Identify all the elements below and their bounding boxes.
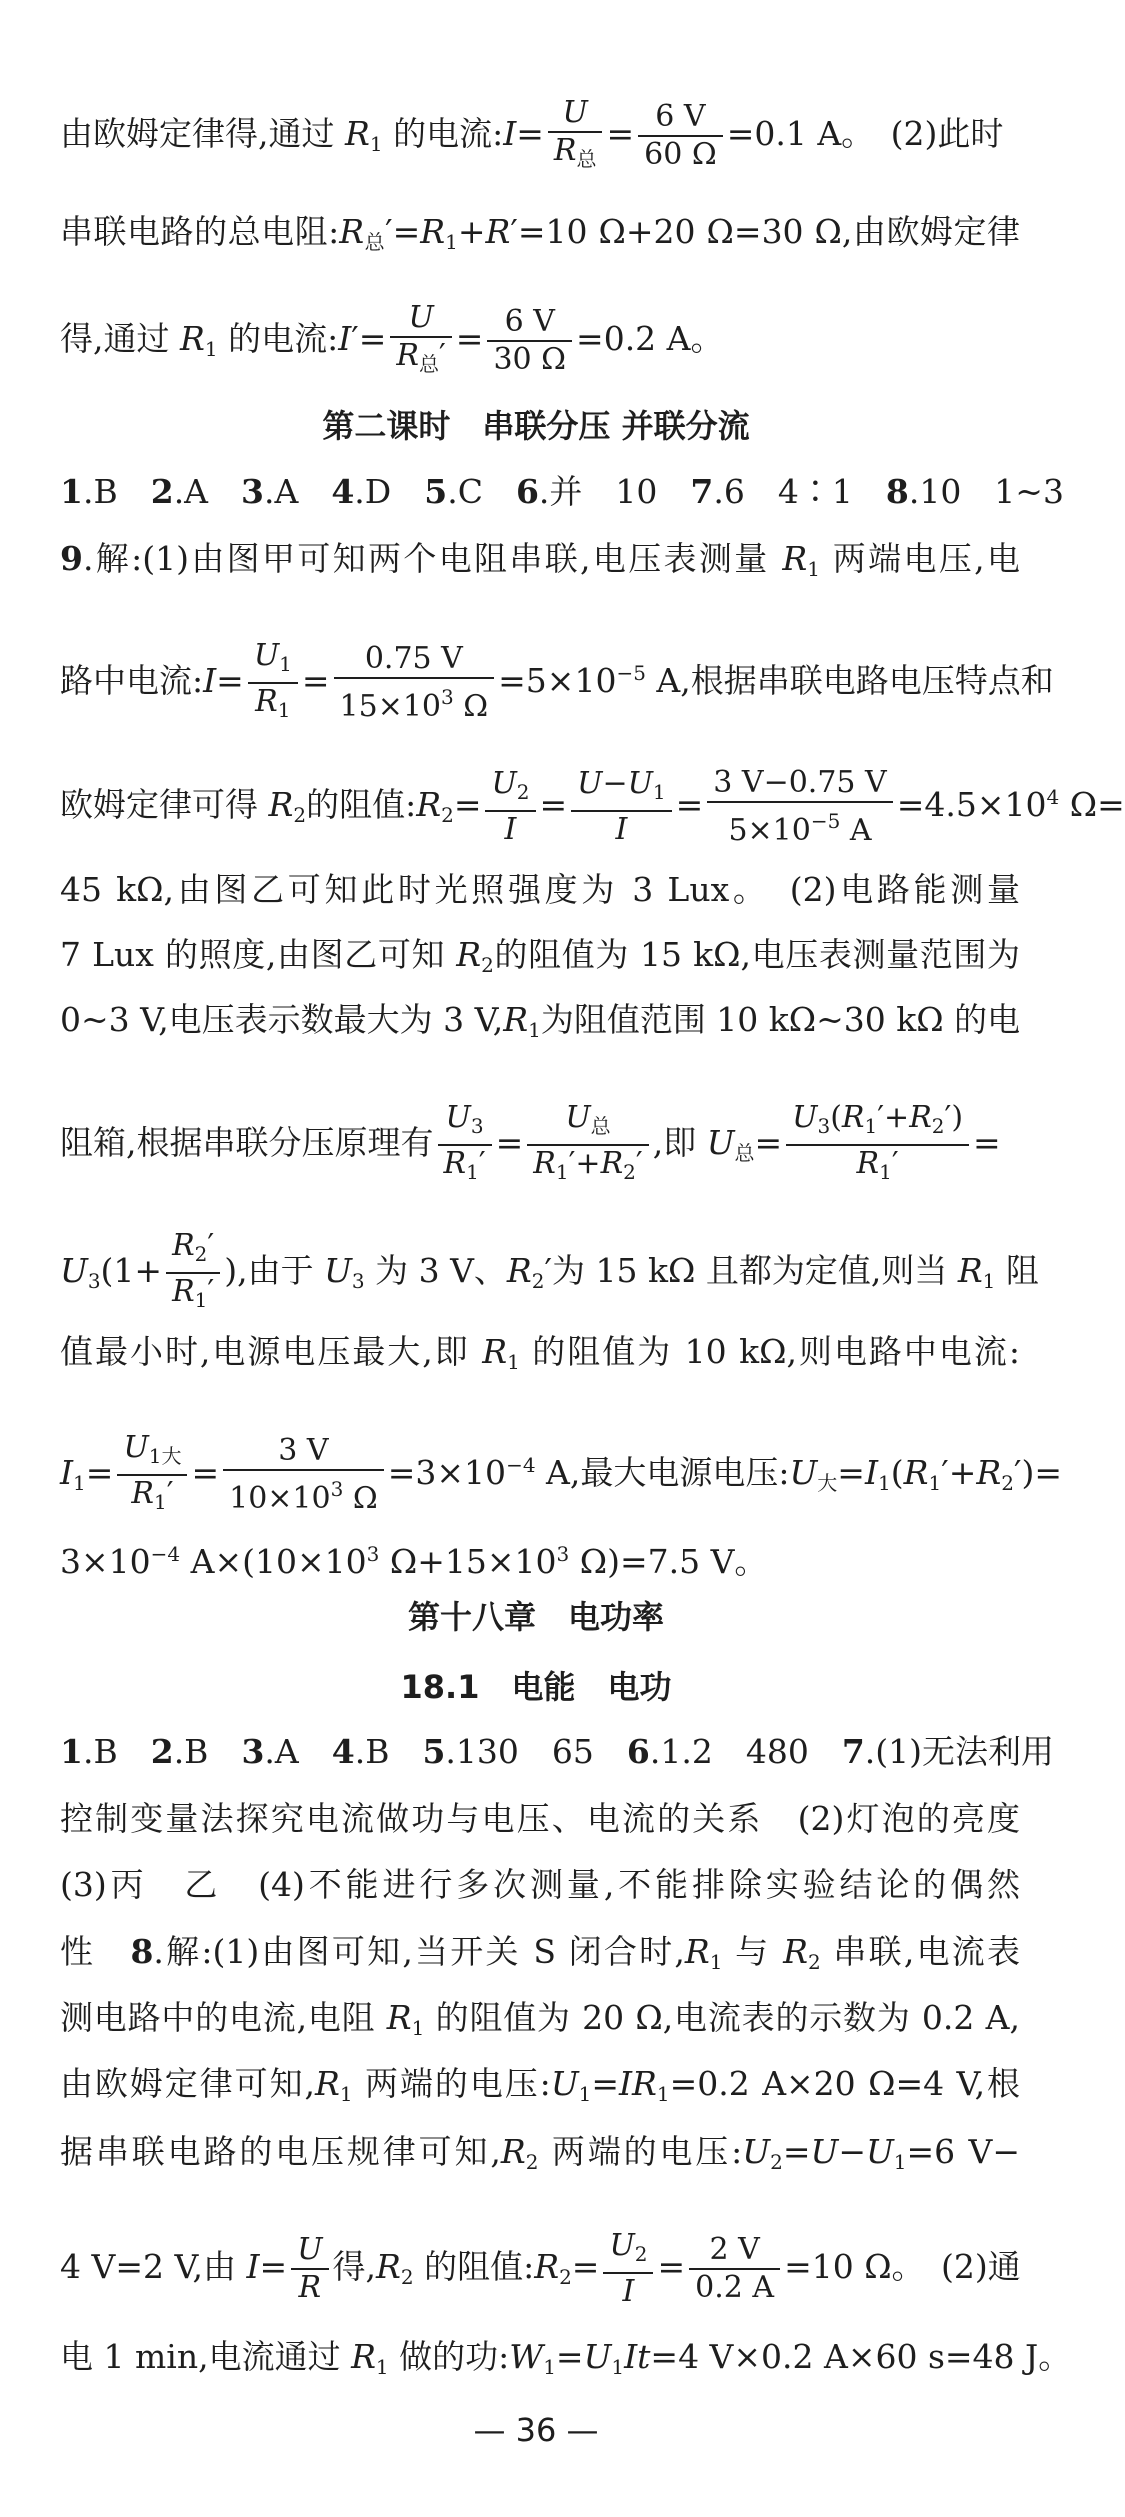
text-line: 得,通过 $R_1$ 的电流:I′= $\frac{U}{R_总'}$ = $\frac{6 V}{30 \Omega}$ =0.2 A。 xyxy=(60,300,724,377)
answer-line: 1.B 2.B 3.A 4.B 5.130 65 6.1.2 480 7.(1)无法利用 xyxy=(60,1732,1055,1771)
text-line: 欧姆定律可得 $R_2$的阻值$:R_2=$ $\frac{U_2}{I}$ = $\frac{U-U_1}{I}$ = $\frac{3 V-0.75 V}{5\times 10^{-5} A}$ $=4.5\times 10^4$ Ω= xyxy=(60,765,1125,848)
text-line: $3\times 10^{-4}$ $A\times(10\times 10^3$ $\Omega+15\times 10^3$ Ω)=7.5 V。 xyxy=(60,1542,768,1581)
section-heading: 18.1 电能 电功 xyxy=(400,1668,672,1706)
text-line: 由欧姆定律可知$,R_1$ 两端的电压$:U_1=IR_1=0.2$ A×20 Ω=4 V,根 xyxy=(60,2064,1020,2106)
text-line: 据串联电路的电压规律可知$,R_2$ 两端的电压$:U_2=U-U_1=6$ V− xyxy=(60,2132,1020,2174)
text-line: (3)丙 乙 (4)不能进行多次测量,不能排除实验结论的偶然 xyxy=(60,1865,1020,1904)
section-heading: 第二课时 串联分压 并联分流 xyxy=(322,407,750,445)
text-line: 阻箱,根据串联分压原理有 $\frac{U_3}{R_1'}$ = $\frac{U_总}{R_1'+R_2'}$ ,即 $U_总=$ $\frac{U_3(R_1'+R_2')}{R_1'}$ = xyxy=(60,1100,1001,1184)
text-line: 7 Lux 的照度,由图乙可知 $R_2$的阻值为 15 kΩ,电压表测量范围为 xyxy=(60,935,1021,977)
text-line: 控制变量法探究电流做功与电压、电流的关系 (2)灯泡的亮度 xyxy=(60,1799,1020,1838)
text-line: 45 kΩ,由图乙可知此时光照强度为 3 Lux。 (2)电路能测量 xyxy=(60,870,1020,909)
text-line: 性 8.解:(1)由图可知,当开关 S 闭合时$,R_1$ 与 $R_2$ 串联,电流表 xyxy=(60,1932,1021,1974)
text-line: 值最小时,电源电压最大,即 $R_1$ 的阻值为 10 kΩ,则电路中电流: xyxy=(60,1332,1020,1374)
text-line: 9.解:(1)由图甲可知两个电阻串联,电压表测量 $R_1$ 两端电压,电 xyxy=(60,539,1020,581)
text-line: $I_1=$ $\frac{U_{1大}}{R_1'}$ = $\frac{3 V}{10\times 10^3 \Omega}$ $=3\times 10^{-4}$ A,最大电源电压$:U_大=I_1(R_1'+R_2')=$ xyxy=(60,1430,1062,1516)
text-line: 0~3 V,电压表示数最大为 3 $V,R_1$为阻值范围 10 kΩ~30 kΩ 的电 xyxy=(60,1000,1021,1042)
text-line: 路中电流:I= $\frac{U_1}{R_1}$ = $\frac{0.75 V}{15\times 10^3 \Omega}$ $=5\times 10^{-5}$ A,根据串联电路电压特点和 xyxy=(60,638,1054,724)
chapter-heading: 第十八章 电功率 xyxy=(407,1598,664,1636)
text-line: 4 V=2 V,由 I= $\frac{U}{R}$ 得$,R_2$ 的阻值$:R_2=$ $\frac{U_2}{I}$ = $\frac{2 V}{0.2 A}$ =10 Ω。 (2)通 xyxy=(60,2228,1021,2309)
page-number: — 36 — xyxy=(473,2411,599,2449)
text-line: 电 1 min,电流通过 $R_1$ 做的功$:W_1=U_1It=4$ V×0.2 A×60 s=48 J。 xyxy=(60,2337,1072,2379)
text-line: 由欧姆定律得,通过 $R_1$ 的电流:I= $\frac{U}{R_总}$ = $\frac{6 V}{60 \Omega}$ =0.1 A。 (2)此时 xyxy=(60,95,1004,172)
text-line: 测电路中的电流,电阻 $R_1$ 的阻值为 20 Ω,电流表的示数为 0.2 A, xyxy=(60,1998,1021,2040)
text-line: $U_3(1+$ $\frac{R_2'}{R_1'}$ ),由于 $U_3$ 为 3 V、$R_2'$为 15 kΩ 且都为定值,则当 $R_1$ 阻 xyxy=(60,1228,1039,1312)
answer-line: 1.B 2.A 3.A 4.D 5.C 6.并 10 7.6 4∶1 8.10 1~3 xyxy=(60,472,1064,511)
text-line: 串联电路的总电阻$:R_总'=R_1+R'=10$ Ω+20 Ω=30 Ω,由欧姆定律 xyxy=(60,212,1020,254)
